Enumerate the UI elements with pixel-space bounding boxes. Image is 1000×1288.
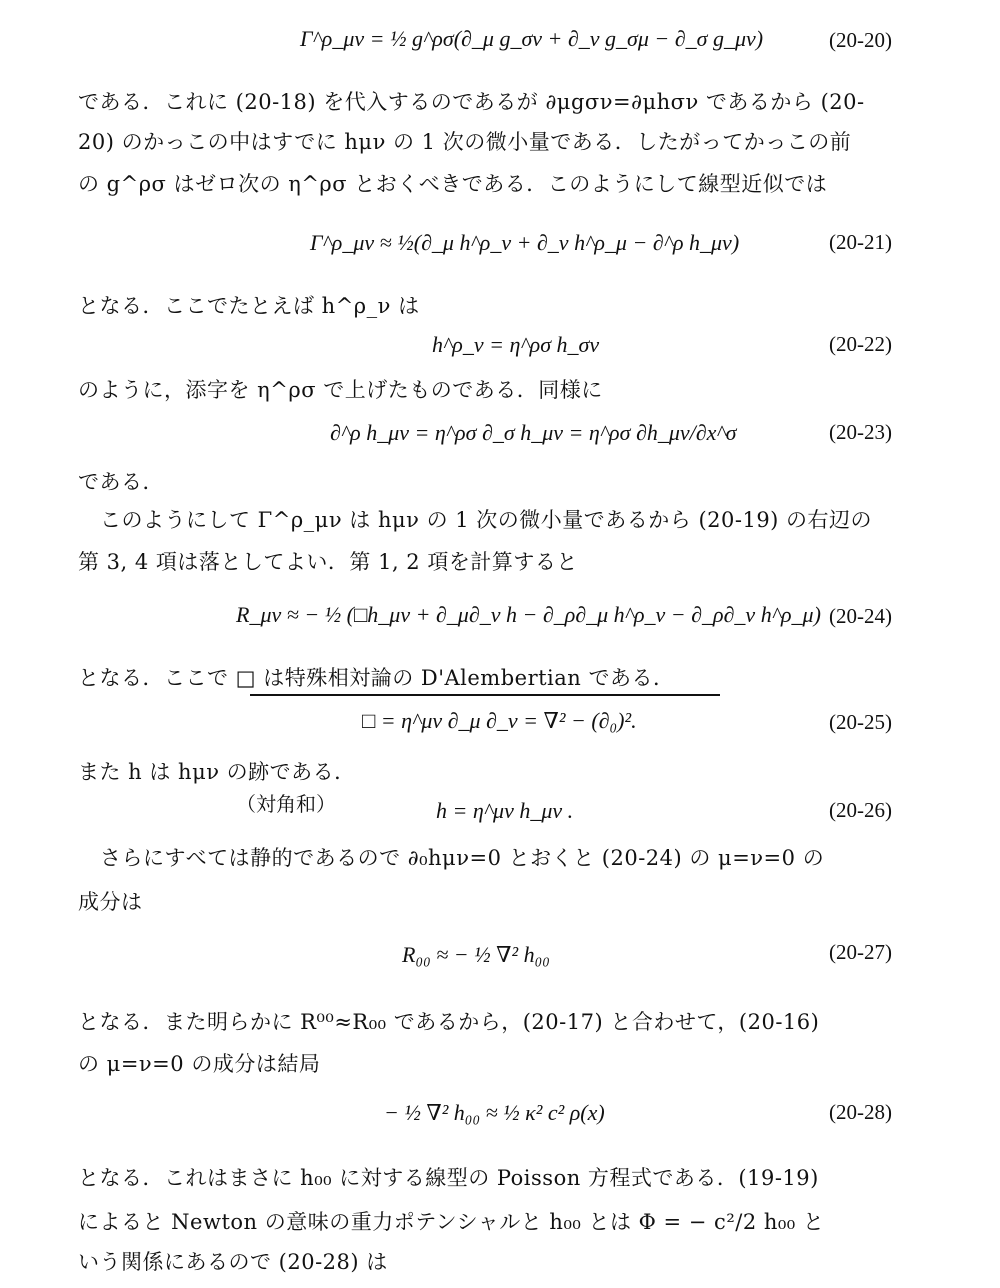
text-line: 第 3, 4 項は落としてよい．第 1, 2 項を計算すると xyxy=(78,550,578,574)
equation-number: (20-23) xyxy=(829,420,892,444)
text-line: である． xyxy=(78,470,164,494)
equation-number: (20-24) xyxy=(829,604,892,628)
text-line: 成分は xyxy=(78,890,143,914)
text-line: のように，添字を η^ρσ で上げたものである．同様に xyxy=(78,378,603,402)
text-line: によると Newton の意味の重力ポテンシャルと h₀₀ とは Φ = − c²/2 h₀₀ と xyxy=(78,1210,825,1234)
equation-20-20: Γ^ρ_μν = ½ g^ρσ(∂_μ g_σν + ∂_ν g_σμ − ∂_σ g_μν) xyxy=(300,26,764,51)
equation-number: (20-22) xyxy=(829,332,892,356)
equation-20-22: h^ρ_ν = η^ρσ h_σν xyxy=(432,332,600,357)
equation-number: (20-25) xyxy=(829,710,892,734)
text-line: となる．これはまさに h₀₀ に対する線型の Poisson 方程式である．(19-19) xyxy=(78,1166,819,1190)
equation-20-25: □ = η^μν ∂_μ ∂_ν = ∇² − (∂₀)². xyxy=(362,708,637,733)
text-line: また h は hμν の跡である． xyxy=(78,760,356,784)
text-line: となる．ここで □ は特殊相対論の D'Alembertian である． xyxy=(78,666,675,690)
equation-20-23: ∂^ρ h_μν = η^ρσ ∂_σ h_μν = η^ρσ ∂h_μν/∂x^σ xyxy=(330,420,737,445)
text-line: となる．ここでたとえば h^ρ_ν は xyxy=(78,294,420,318)
equation-number: (20-21) xyxy=(829,230,892,254)
text-line: の g^ρσ はゼロ次の η^ρσ とおくべきである．このようにして線型近似では xyxy=(78,172,828,196)
text-line: である．これに (20-18) を代入するのであるが ∂μgσν=∂μhσν であるから (20- xyxy=(78,90,865,114)
equation-number: (20-26) xyxy=(829,798,892,822)
text-line: となる．また明らかに R⁰⁰≈R₀₀ であるから，(20-17) と合わせて，(20-16) xyxy=(78,1010,820,1034)
handwritten-underline xyxy=(250,694,720,696)
equation-20-27: R₀₀ ≈ − ½ ∇² h₀₀ xyxy=(402,942,550,967)
text-line: の μ=ν=0 の成分は結局 xyxy=(78,1052,321,1076)
equation-20-28: − ½ ∇² h₀₀ ≈ ½ κ² c² ρ(x) xyxy=(384,1100,605,1125)
equation-20-24: R_μν ≈ − ½ (□h_μν + ∂_μ∂_ν h − ∂_ρ∂_μ h^ρ_ν − ∂_ρ∂_ν h^ρ_μ) xyxy=(236,602,821,627)
text-line: さらにすべては静的であるので ∂₀hμν=0 とおくと (20-24) の μ=ν=0 の xyxy=(100,846,825,870)
text-line: 20) のかっこの中はすでに hμν の 1 次の微小量である．したがってかっこの前 xyxy=(78,130,852,154)
handwritten-note: （対角和） xyxy=(236,792,336,816)
text-line: いう関係にあるので (20-28) は xyxy=(78,1250,388,1274)
equation-20-26: h = η^μν h_μν . xyxy=(436,798,574,823)
equation-number: (20-28) xyxy=(829,1100,892,1124)
equation-number: (20-27) xyxy=(829,940,892,964)
equation-20-21: Γ^ρ_μν ≈ ½(∂_μ h^ρ_ν + ∂_ν h^ρ_μ − ∂^ρ h_μν) xyxy=(310,230,740,255)
equation-number: (20-20) xyxy=(829,28,892,52)
text-line: このようにして Γ^ρ_μν は hμν の 1 次の微小量であるから (20-19) の右辺の xyxy=(100,508,873,532)
